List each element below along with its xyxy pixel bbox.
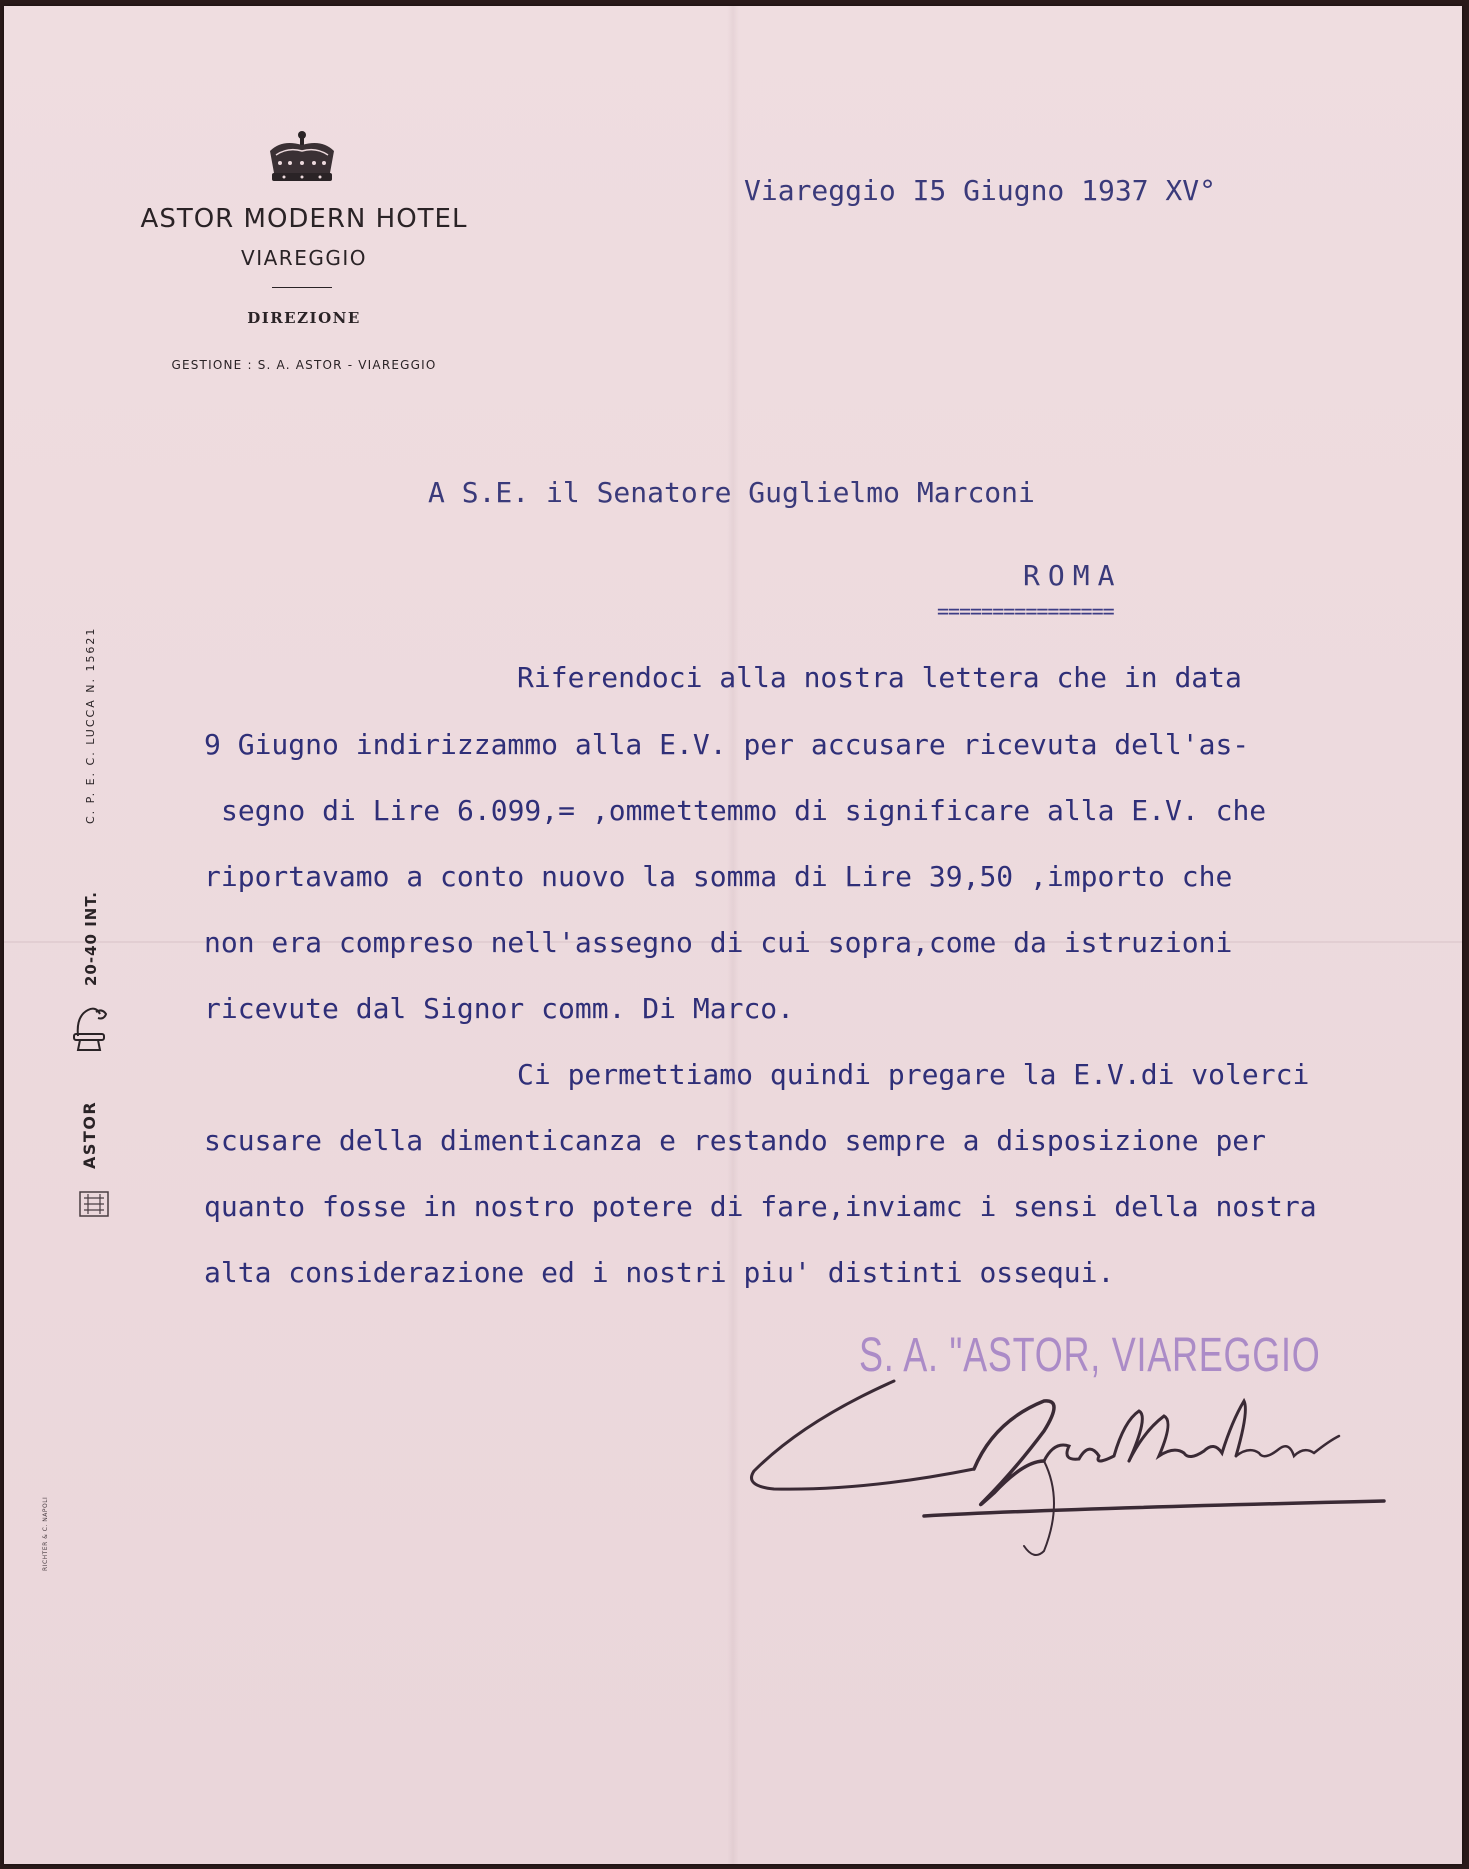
body-line: 9 Giugno indirizzammo alla E.V. per accusare ricevuta dell'as- <box>204 728 1250 761</box>
letter-sheet <box>4 6 1462 1864</box>
destination-city: ROMA <box>1023 559 1123 592</box>
management-line: GESTIONE : S. A. ASTOR - VIAREGGIO <box>171 358 437 372</box>
letter-date: Viareggio I5 Giugno 1937 XV° <box>744 174 1217 207</box>
destination-underline: ================ <box>937 599 1114 623</box>
crown-logo-icon <box>262 129 342 189</box>
body-line: scusare della dimenticanza e restando sempre a disposizione per <box>204 1124 1267 1157</box>
department-label: DIREZIONE <box>247 309 361 327</box>
hotel-name: ASTOR MODERN HOTEL <box>140 204 468 234</box>
body-line: non era compreso nell'assegno di cui sopra,come da istruzioni <box>204 926 1233 959</box>
hotel-city: VIAREGGIO <box>241 246 367 270</box>
body-line: ricevute dal Signor comm. Di Marco. <box>204 992 795 1025</box>
registration-number: C. P. E. C. LUCCA N. 15621 <box>84 626 97 824</box>
letterhead-divider <box>272 287 332 288</box>
telephone-icon <box>66 996 116 1056</box>
printer-credit: RICHTER & C. NAPOLI <box>42 1496 49 1571</box>
body-line: riportavamo a conto nuovo la somma di Lire 39,50 ,importo che <box>204 860 1233 893</box>
body-line: Riferendoci alla nostra lettera che in data <box>517 661 1242 694</box>
printer-mark-icon <box>76 1186 112 1222</box>
body-line: segno di Lire 6.099,= ,ommettemmo di significare alla E.V. che <box>221 794 1267 827</box>
company-stamp: S. A. "ASTOR, VIAREGGIO <box>859 1329 1321 1382</box>
brand-label: ASTOR <box>80 1100 99 1169</box>
phone-number: 20-40 INT. <box>82 891 100 986</box>
body-line: alta considerazione ed i nostri piu' distinti ossequi. <box>204 1256 1115 1289</box>
body-line: Ci permettiamo quindi pregare la E.V.di volerci <box>517 1058 1310 1091</box>
body-line: quanto fosse in nostro potere di fare,inviamc i sensi della nostra <box>204 1190 1317 1223</box>
addressee-line: A S.E. il Senatore Guglielmo Marconi <box>428 476 1035 509</box>
handwritten-signature <box>744 1361 1424 1561</box>
